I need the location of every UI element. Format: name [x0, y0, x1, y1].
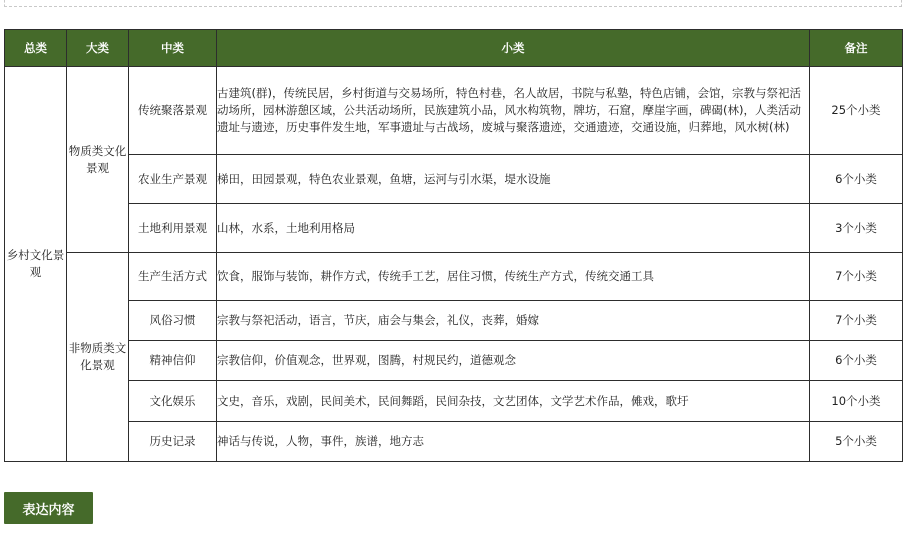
- minor-category-cell: 宗教信仰，价值观念，世界观，图腾，村规民约，道德观念: [217, 341, 810, 381]
- middle-category-cell: 传统聚落景观: [129, 67, 217, 155]
- table-row: [5, 422, 903, 462]
- minor-category-cell: 饮食，服饰与装饰，耕作方式，传统手工艺，居住习惯，传统生产方式，传统交通工具: [217, 253, 810, 301]
- header-middle: 中类: [129, 30, 217, 67]
- major-category-cell: 物质类文化景观: [67, 67, 129, 253]
- note-cell: 7个小类: [810, 253, 903, 301]
- minor-category-cell: 古建筑(群)，传统民居，乡村街道与交易场所，特色村巷，名人故居，书院与私塾，特色店铺，会馆，宗教与祭祀活动场所，园林游憩区域，公共活动场所，民族建筑小品，风水构筑物，牌坊，石窟，摩崖字画，碑碣(林)，人类活动遗址与遗迹，历史事件发生地，军事遗址与古战场，废城与聚落遗迹，交通遗迹，交通设施，归葬地，风水树(林): [217, 67, 810, 155]
- note-cell: 7个小类: [810, 301, 903, 341]
- top-divider: [4, 0, 902, 7]
- header-note: 备注: [810, 30, 903, 67]
- minor-category-cell: 神话与传说，人物，事件，族谱，地方志: [217, 422, 810, 462]
- note-cell: 6个小类: [810, 341, 903, 381]
- table-row: [5, 341, 903, 381]
- note-cell: 10个小类: [810, 381, 903, 422]
- table-row: [5, 381, 903, 422]
- note-cell: 5个小类: [810, 422, 903, 462]
- middle-category-cell: 风俗习惯: [129, 301, 217, 341]
- minor-category-cell: 宗教与祭祀活动，语言，节庆，庙会与集会，礼仪，丧葬，婚嫁: [217, 301, 810, 341]
- middle-category-cell: 农业生产景观: [129, 155, 217, 204]
- section-label-expression-content: 表达内容: [4, 492, 93, 524]
- middle-category-cell: 历史记录: [129, 422, 217, 462]
- middle-category-cell: 生产生活方式: [129, 253, 217, 301]
- total-category-cell: 乡村文化景观: [5, 67, 67, 462]
- header-minor: 小类: [217, 30, 810, 67]
- landscape-classification-table: [4, 29, 903, 462]
- table-row: [5, 67, 903, 155]
- table-row: [5, 155, 903, 204]
- minor-category-cell: 文史，音乐，戏剧，民间美术，民间舞蹈，民间杂技，文艺团体，文学艺术作品，傩戏，歌圩: [217, 381, 810, 422]
- note-cell: 25个小类: [810, 67, 903, 155]
- header-major: 大类: [67, 30, 129, 67]
- minor-category-cell: 山林，水系，土地利用格局: [217, 204, 810, 253]
- note-cell: 6个小类: [810, 155, 903, 204]
- middle-category-cell: 土地利用景观: [129, 204, 217, 253]
- header-total: 总类: [5, 30, 67, 67]
- middle-category-cell: 精神信仰: [129, 341, 217, 381]
- table-header-row: [5, 30, 903, 67]
- minor-category-cell: 梯田，田园景观，特色农业景观，鱼塘，运河与引水渠，堤水设施: [217, 155, 810, 204]
- table-row: [5, 253, 903, 301]
- note-cell: 3个小类: [810, 204, 903, 253]
- table-row: [5, 204, 903, 253]
- table-row: [5, 301, 903, 341]
- middle-category-cell: 文化娱乐: [129, 381, 217, 422]
- major-category-cell: 非物质类文化景观: [67, 253, 129, 462]
